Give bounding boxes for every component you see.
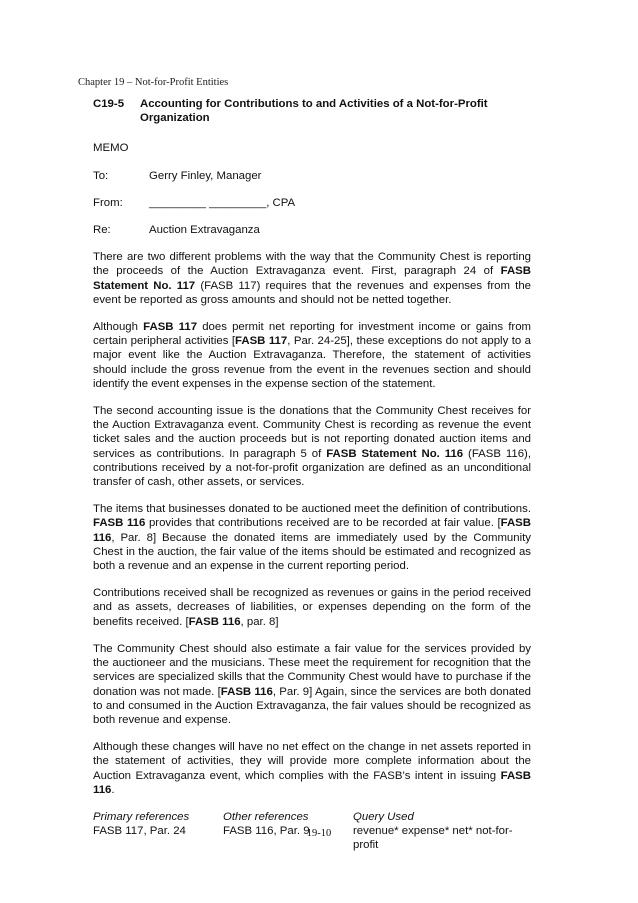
paragraph-text: , par. 8] [240,615,279,628]
paragraph-text: The items that businesses donated to be auctioned meet the definition of contributions. [93,503,531,516]
to-label: To: [93,169,109,182]
paragraph-text: (FASB 117) requires that the revenues and expenses from the event be reported as gross amounts and should not be netted together. [93,279,531,306]
case-title: Accounting for Contributions to and Activities of a Not-for-Profit Organization [140,98,488,125]
paragraph-text: Although these changes will have no net effect on the change in net assets reported in the statement of activities, they will provide more complete information about the Auction Extravaganza event, which complies with the FASB’s intent in issuing [93,741,531,782]
citation-text: FASB 116 [93,517,532,544]
references-header-row [93,810,531,824]
memo-paragraph [93,250,531,307]
memo-paragraph [93,320,531,391]
citation-text: FASB Statement No. 116 [326,447,464,460]
chapter-header: Chapter 19 – Not-for-Profit Entities [78,77,229,88]
paragraph-text: There are two different problems with the way that the Community Chest is reporting the proceeds of the Auction Extravaganza event. First, paragraph 24 of [93,251,531,278]
paragraph-text: does permit net reporting for investment income or gains from certain peripheral activities [ [93,321,532,348]
citation-text: FASB 117 [143,321,198,334]
from-label: From: [93,196,123,209]
citation-text: FASB 116 [188,615,241,628]
case-heading [93,97,531,125]
citation-text: FASB 117 [235,335,288,348]
memo-paragraph [93,502,531,573]
paragraph-text: , Par. 8] Because the donated items are immediately used by the Community Chest in the auction, the fair value of the items should be estimated and recognized as both a revenue and an expense in the current reporting period. [93,531,531,573]
query-used-value: revenue* expense* net* not-for-profit [353,825,513,852]
memo-paragraph [93,740,531,797]
case-number: C19-5 [93,98,125,110]
re-value: Auction Extravaganza [149,224,260,237]
memo-paragraph [93,404,531,489]
paragraph-text: . [111,783,115,796]
other-reference-value: FASB 116, Par. 9 [223,825,310,838]
paragraph-text: , Par. 9] Again, since the services are both donated to and consumed in the Auction Extravaganza, the fair values should be recognized as both revenue and expense. [93,685,531,726]
paragraph-text: The Community Chest should also estimate a fair value for the services provided by the auctioneer and the musicians. These meet the requirement for recognition that the services are specialized skills that the Community Chest would have to purchase if the donation was not made. [ [93,642,531,698]
from-value: _________ _________, CPA [149,196,296,209]
primary-references-label: Primary references [93,810,190,823]
paragraph-text: Contributions received shall be recognized as revenues or gains in the period received and as assets, decreases of liabilities, or expenses depending on the form of the benefits received. [ [93,587,531,628]
memo-re-row [93,223,531,237]
citation-text: FASB Statement No. 117 [93,265,531,292]
memo-paragraph [93,642,531,727]
paragraph-text: (FASB 116), contributions received by a not-for-profit organization are defined as an unconditional transfer of cash, other assets, or services. [93,447,531,489]
citation-text: FASB 116 [93,517,146,530]
memo-from-row [93,196,531,210]
citation-text: FASB 116 [220,685,273,698]
paragraph-text: The second accounting issue is the donations that the Community Chest receives for the Auction Extravaganza event. Community Chest is recording as revenue the event ticket sales and the auction proceeds but is not reporting donated auction items and services as contributions. In paragraph 5 of [93,405,531,460]
page-number: 19-10 [306,828,332,839]
to-value: Gerry Finley, Manager [149,169,262,182]
citation-text: FASB 116 [93,769,531,796]
memo-content [93,97,531,853]
memo-label: MEMO [93,142,129,155]
query-used-label: Query Used [353,810,414,823]
re-label: Re: [93,224,111,237]
paragraph-text: , Par. 24-25], these exceptions do not apply to a major event like the Auction Extravaganza. Therefore, the statement of activities should include the gross revenue from the event in the revenues section and should identify the event expenses in the expense section of the statement. [93,335,532,390]
memo-to-row [93,169,531,183]
memo-body [93,250,531,797]
paragraph-text: provides that contributions received are to be recorded at fair value. [ [145,517,501,530]
memo-paragraph [93,586,531,629]
primary-reference-value: FASB 117, Par. 24 [93,825,186,838]
other-references-label: Other references [223,810,309,823]
paragraph-text: Although [93,321,144,334]
